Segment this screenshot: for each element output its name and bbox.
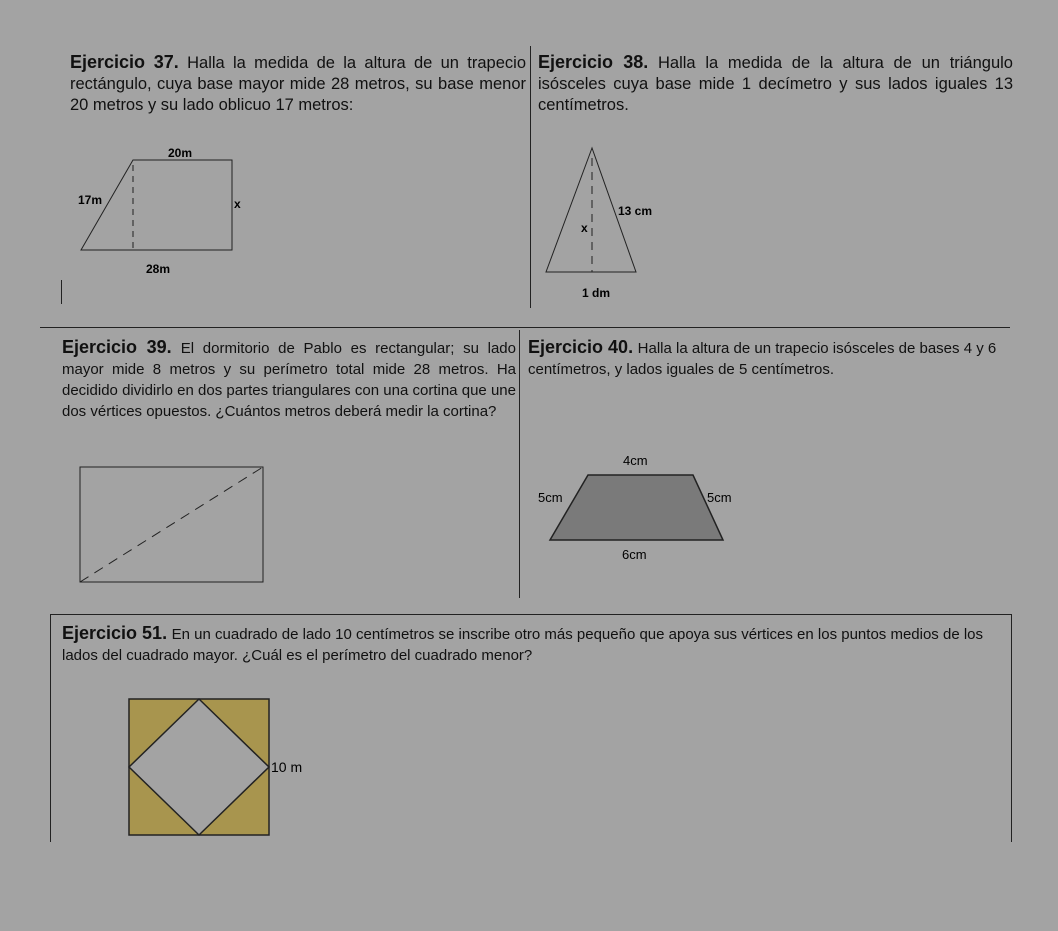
label-28m: 28m	[146, 262, 171, 276]
exercise-51-title: Ejercicio 51.	[62, 623, 168, 643]
exercise-39-text	[62, 337, 516, 422]
exercise-40-body: Halla la altura de un trapecio isósceles de bases 4 y 6 centímetros, y lados iguales de 5 centímetros.	[528, 340, 997, 378]
exercise-40-text	[528, 337, 1008, 380]
box-51-left	[50, 614, 51, 842]
label-x: x	[234, 197, 241, 211]
exercise-38-figure	[540, 140, 670, 305]
label-5cm-left: 5cm	[538, 490, 563, 505]
label-1dm: 1 dm	[582, 286, 611, 300]
exercise-51-body: En un cuadrado de lado 10 centímetros se inscribe otro más pequeño que apoya sus vértices en los puntos medios de los lados del cuadrado mayor. ¿Cuál es el perímetro del cuadrado menor?	[62, 626, 983, 664]
exercise-37-text	[70, 52, 526, 116]
label-17m: 17m	[78, 193, 103, 207]
curtain-diagonal	[80, 467, 263, 582]
isosceles-trapezoid	[550, 475, 723, 540]
label-6cm: 6cm	[622, 547, 647, 562]
exercise-38-title: Ejercicio 38.	[538, 52, 649, 72]
exercise-39-title: Ejercicio 39.	[62, 337, 172, 357]
divider-row-2	[50, 614, 1012, 615]
exercise-40-figure	[535, 445, 755, 570]
label-10m: 10 m	[271, 759, 303, 775]
label-x: x	[581, 221, 588, 235]
exercise-38-text	[538, 52, 1013, 116]
exercise-39-figure	[75, 462, 270, 587]
exercise-51-text	[62, 623, 1007, 666]
label-13cm: 13 cm	[618, 204, 653, 218]
exercise-39-body: El dormitorio de Pablo es rectangular; su lado mayor mide 8 metros y su perímetro total mide 28 metros. Ha decidido dividirlo en dos partes triangulares con una cortina que une dos vértices opuestos. ¿Cuántos metros deberá medir la cortina?	[62, 340, 516, 420]
right-trapezoid	[81, 160, 232, 250]
label-4cm: 4cm	[623, 453, 648, 468]
exercise-37-body: Halla la medida de la altura de un trapecio rectángulo, cuya base mayor mide 28 metros, su base menor 20 metros y su lado oblicuo 17 metros:	[70, 54, 526, 114]
label-20m: 20m	[168, 146, 193, 160]
box-51-right	[1011, 614, 1012, 842]
divider-39-40	[519, 330, 520, 598]
label-5cm-right: 5cm	[707, 490, 732, 505]
exercise-37-figure	[60, 140, 260, 280]
exercise-37-title: Ejercicio 37.	[70, 52, 179, 72]
divider-row-1	[40, 327, 1010, 328]
exercise-51-figure	[125, 695, 325, 840]
exercise-40-title: Ejercicio 40.	[528, 337, 634, 357]
divider-37-38	[530, 46, 531, 308]
exercise-38-body: Halla la medida de la altura de un triángulo isósceles cuya base mide 1 decímetro y sus lados iguales 13 centímetros.	[538, 54, 1013, 114]
divider-37-left	[61, 280, 62, 304]
